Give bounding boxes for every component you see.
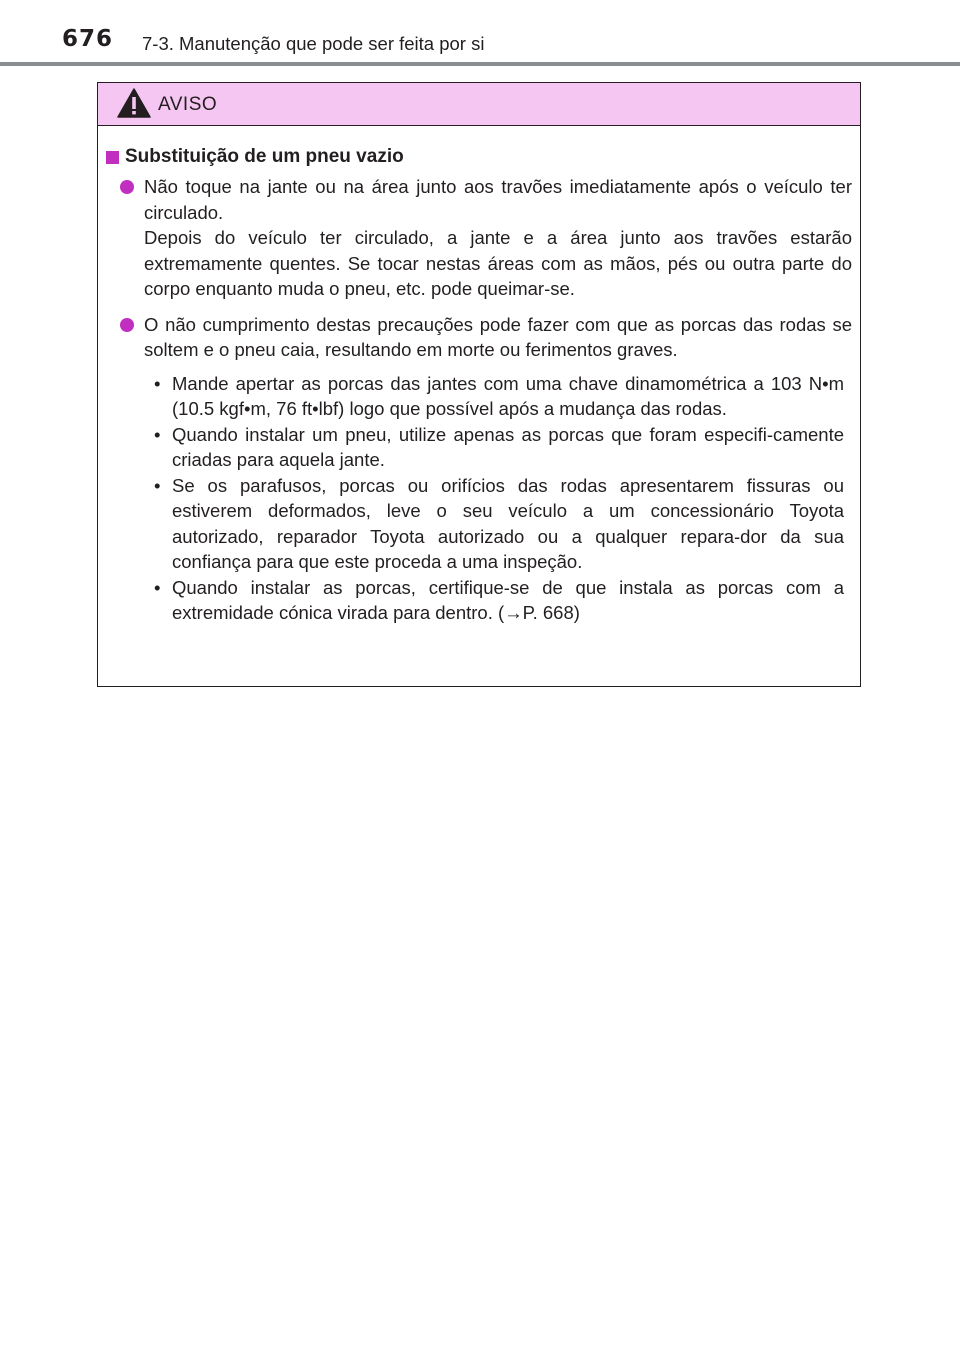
warning-triangle-icon xyxy=(117,88,151,118)
list-item-text: Quando instalar um pneu, utilize apenas as porcas que foram especifi-camente criadas para aquela jante. xyxy=(172,423,844,470)
list-item: • Se os parafusos, porcas ou orifícios das rodas apresentarem fissuras ou estiverem deformados, leve o seu veículo a um concessionário Toyota autorizado, reparador Toyota autorizado ou a qualquer repara-dor da sua confiança para que este proceda a uma inspeção. xyxy=(154,474,844,572)
warning-heading xyxy=(106,144,852,170)
list-item: • Quando instalar as porcas, certifique-se de que instala as porcas com a extremidade cónica virada para dentro. (→P. 668) xyxy=(154,576,844,623)
warning-label: AVISO xyxy=(158,94,218,115)
list-item-text: Quando instalar as porcas, certifique-se de que instala as porcas com a extremidade cónica virada para dentro. (→P. 668) xyxy=(172,576,844,623)
header-divider xyxy=(0,62,960,66)
list-item: • Quando instalar um pneu, utilize apenas as porcas que foram especifi-camente criadas para aquela jante. xyxy=(154,423,844,470)
list-item-text: Mande apertar as porcas das jantes com uma chave dinamométrica a 103 N•m (10.5 kgf•m, 76 ft•lbf) logo que possível após a mudança das rodas. xyxy=(172,372,844,419)
warning-paragraph: Depois do veículo ter circulado, a jante e a área junto aos travões estarão extremamente quentes. Se tocar nestas áreas com as mãos, pés ou outra parte do corpo enquanto muda o pneu, etc. pode queimar-se. xyxy=(144,227,852,299)
warning-box xyxy=(97,82,861,687)
square-bullet-icon xyxy=(106,151,119,164)
bullet-list xyxy=(144,371,852,626)
warning-paragraph: O não cumprimento destas precauções pode fazer com que as porcas das rodas se soltem e o pneu caia, resultando em morte ou ferimentos graves. xyxy=(144,313,852,360)
warning-heading-text: Substituição de um pneu vazio xyxy=(125,146,404,167)
section-title: 7-3. Manutenção que pode ser feita por si xyxy=(142,33,485,54)
warning-body xyxy=(98,126,860,626)
page-header xyxy=(0,0,960,70)
circle-bullet-icon xyxy=(120,318,134,332)
list-item: • Mande apertar as porcas das jantes com uma chave dinamométrica a 103 N•m (10.5 kgf•m, 76 ft•lbf) logo que possível após a mudança das rodas. xyxy=(154,372,844,419)
warning-item xyxy=(106,312,852,626)
warning-item xyxy=(106,174,852,302)
list-item-text: Se os parafusos, porcas ou orifícios das rodas apresentarem fissuras ou estiverem deformados, leve o seu veículo a um concessionário Toyota autorizado, reparador Toyota autorizado ou a qualquer repara-dor da sua confiança para que este proceda a uma inspeção. xyxy=(172,474,844,572)
circle-bullet-icon xyxy=(120,180,134,194)
page-number: 676 xyxy=(62,26,114,52)
warning-paragraph: Não toque na jante ou na área junto aos travões imediatamente após o veículo ter circulado. xyxy=(144,176,852,223)
warning-header xyxy=(98,83,860,126)
